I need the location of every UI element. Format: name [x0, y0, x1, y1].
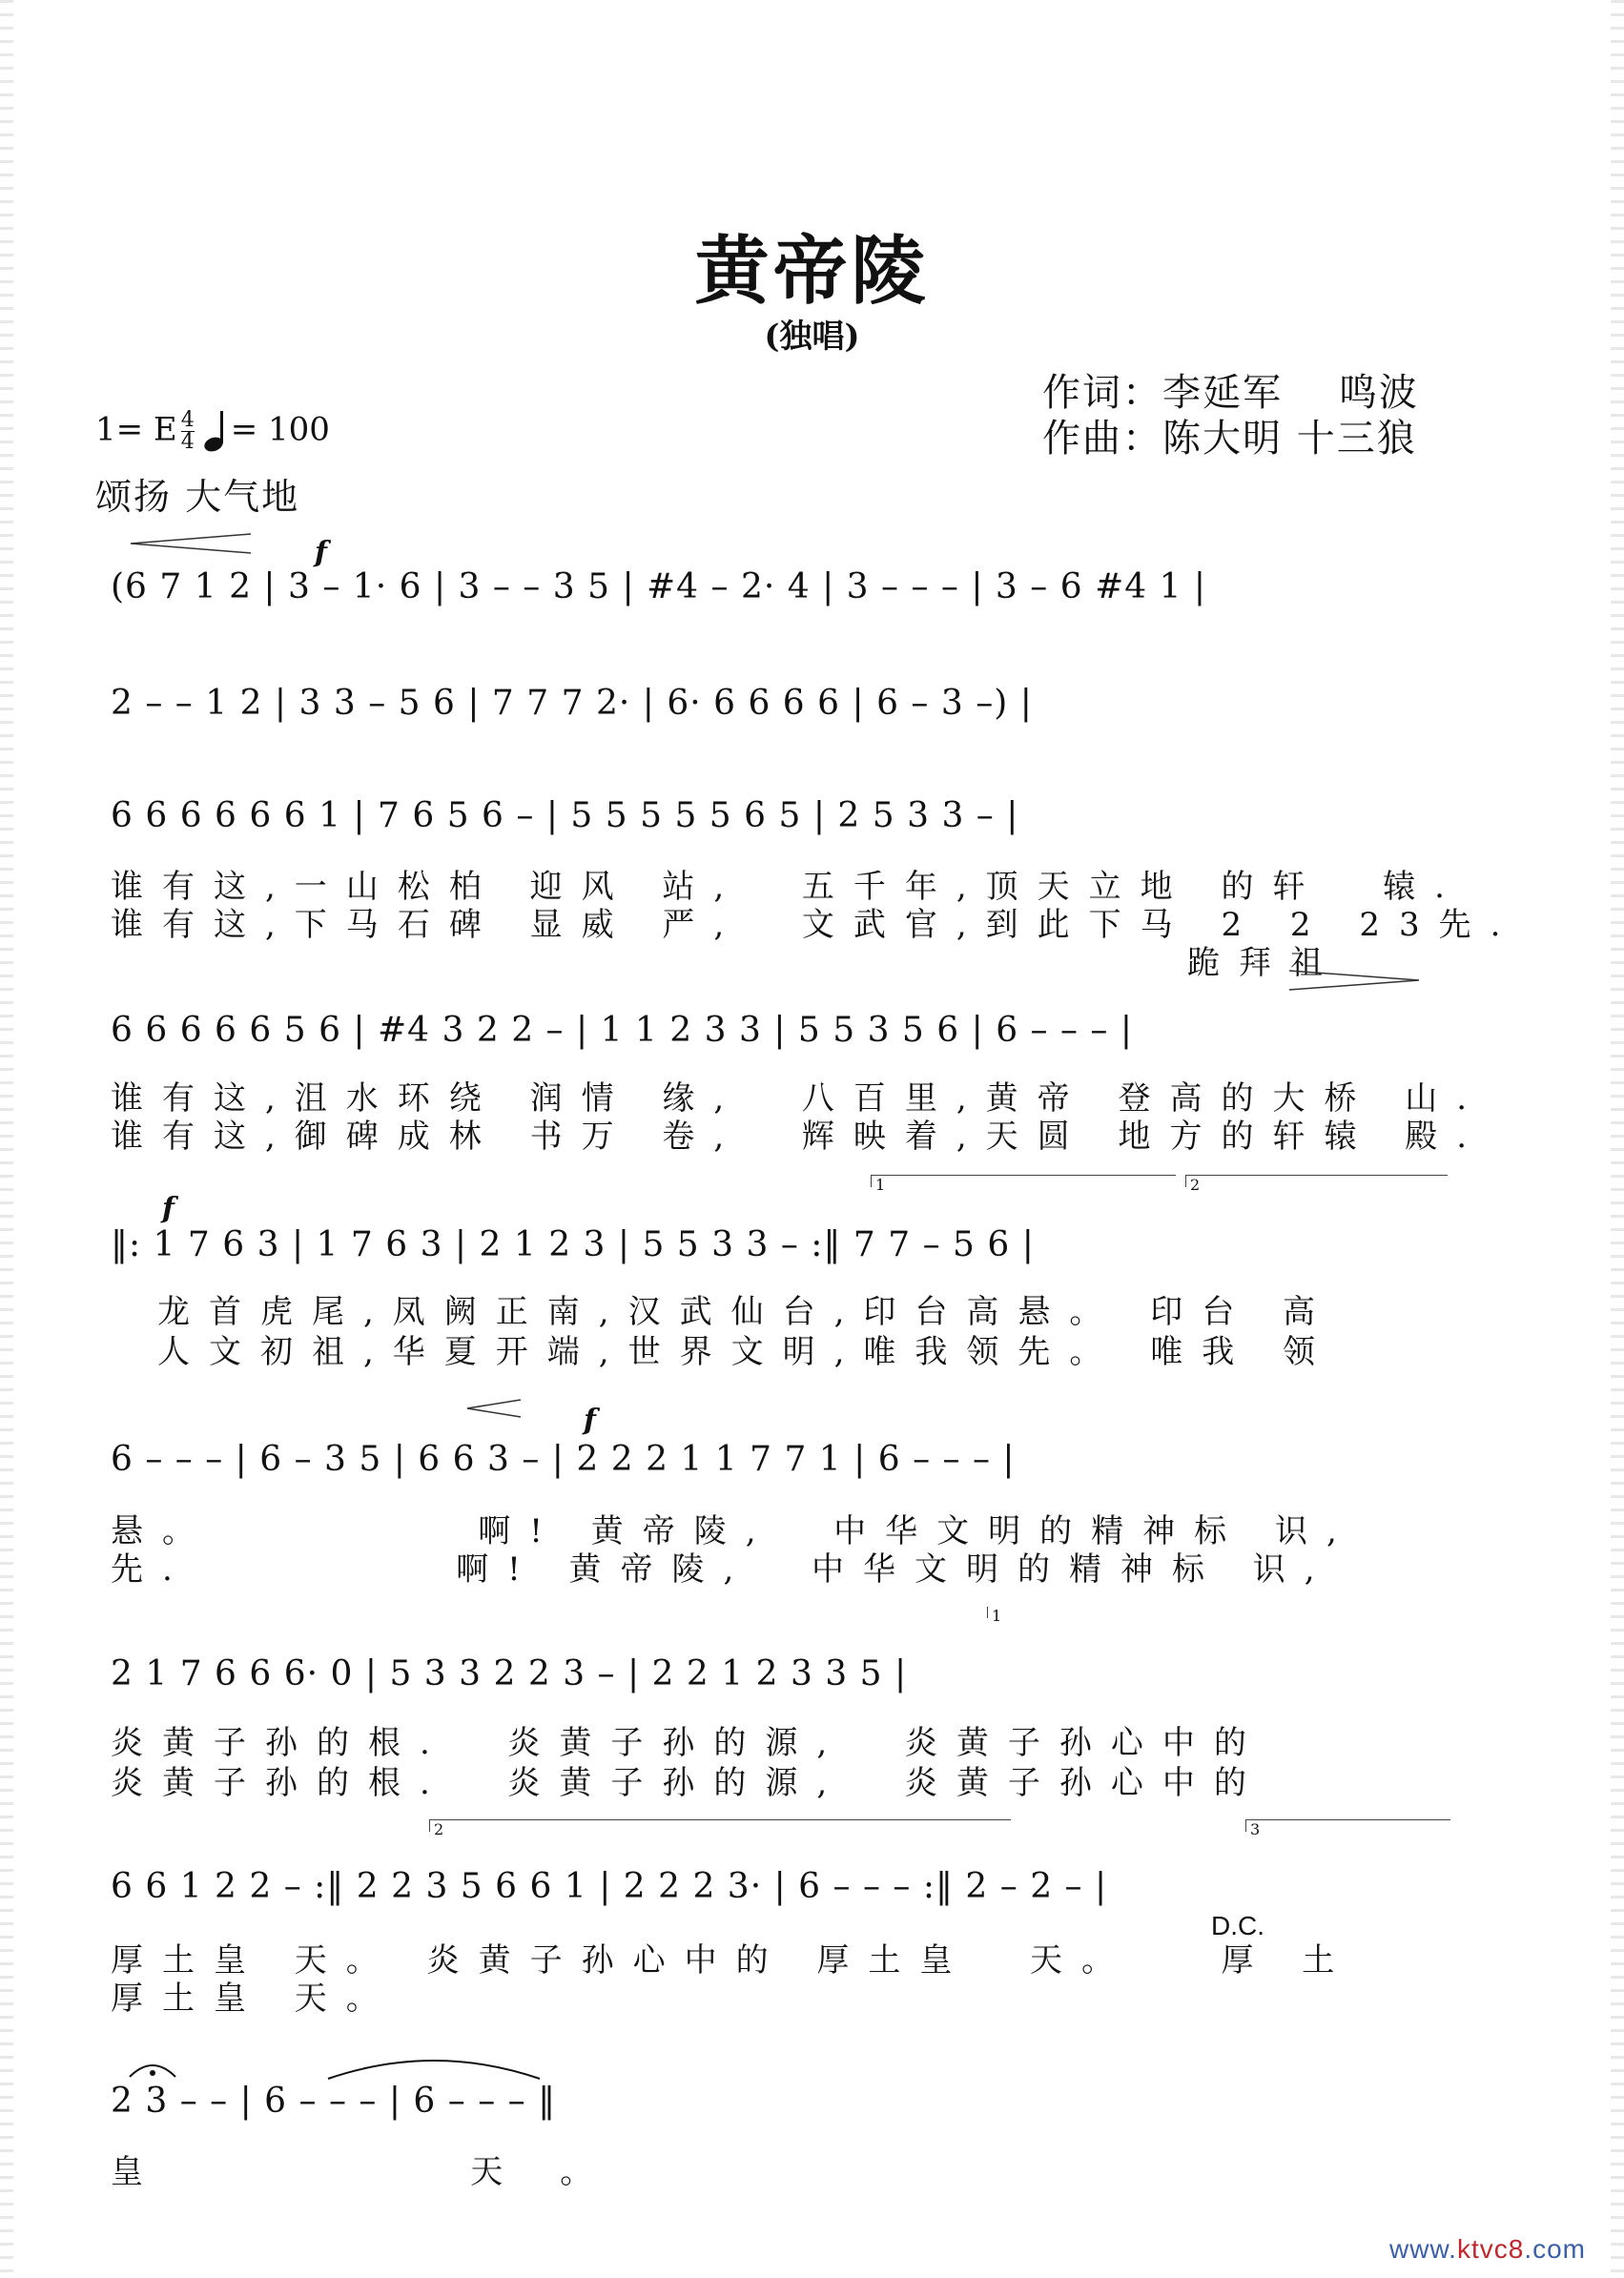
- lyrics-line-6-verse-2: 先. 啊! 黄帝陵, 中华文明的精神标 识,: [111, 1550, 1334, 1589]
- volta-2-bracket: 2: [1185, 1175, 1448, 1187]
- key-signature: 1= E: [95, 410, 177, 449]
- lyrics-line-4-verse-1: 谁有这,沮水环绕 润情 缘, 八百里,黄帝 登高的大桥 山.: [111, 1079, 1487, 1118]
- song-subtitle: (独唱): [764, 318, 860, 356]
- volta-1-bracket: 1: [871, 1175, 1176, 1187]
- da-capo-mark: D.C.: [1211, 1911, 1264, 1940]
- lyrics-line-8-verse-2: 厚土皇 天。: [111, 1980, 398, 2018]
- composer-credit: 作曲：陈大明 十三狼: [1042, 417, 1417, 461]
- forte-mark: f: [162, 1192, 175, 1225]
- key-tempo-line: [95, 410, 330, 453]
- tempo-value: = 100: [230, 410, 330, 449]
- lyrics-line-5-verse-2: 人文初祖,华夏开端,世界文明,唯我领先。 唯我 领: [157, 1333, 1335, 1371]
- volta-3-bracket: 3: [1245, 1819, 1450, 1832]
- tie-arc: [324, 2048, 544, 2083]
- expression-marking: 颂扬 大气地: [95, 476, 300, 518]
- score-line-4: 6 6 6 6 6 5 6 | #4 3 2 2 – | 1 1 2 3 3 | 5 5 3 5 6 | 6 – – – |: [111, 1011, 1134, 1050]
- lyricist-credit: 作词：李延军 鸣波: [1042, 371, 1419, 415]
- lyrics-line-9: 皇 天。: [111, 2153, 650, 2191]
- score-line-8: 6 6 1 2 2 – :‖ 2 2 3 5 6 6 1 | 2 2 2 3· | 6 – – – :‖ 2 – 2 – |: [111, 1867, 1108, 1906]
- crescendo-mark: [465, 1398, 523, 1419]
- score-line-7: 2 1 7 6 6 6· 0 | 5 3 3 2 2 3 – | 2 2 1 2 3 3 5 |: [111, 1654, 908, 1693]
- lyrics-line-7-verse-1: 炎黄子孙的根. 炎黄子孙的源, 炎黄子孙心中的: [111, 1724, 1265, 1762]
- lyrics-line-6-verse-1: 悬。 啊! 黄帝陵, 中华文明的精神标 识,: [111, 1512, 1356, 1550]
- lyrics-line-3-extra: 跪拜祖: [1187, 944, 1342, 982]
- quarter-note-icon: [204, 415, 225, 453]
- time-signature: $\frac{4}{4}$: [180, 408, 195, 454]
- lyrics-line-7-verse-2: 炎黄子孙的根. 炎黄子孙的源, 炎黄子孙心中的: [111, 1764, 1265, 1802]
- forte-mark: f: [584, 1404, 596, 1437]
- score-line-6: 6 – – – | 6 – 3 5 | 6 6 3 – | 2 2 2 1 1 7 7 1 | 6 – – – |: [111, 1440, 1016, 1479]
- lyrics-line-3-verse-1: 谁有这,一山松柏 迎风 站, 五千年,顶天立地 的轩 辕.: [111, 868, 1464, 906]
- lyrics-line-8-verse-1: 厚土皇 天。 炎黄子孙心中的 厚土皇 天。 厚 土: [111, 1941, 1354, 1980]
- crescendo-mark: [129, 532, 253, 555]
- fermata-icon: [124, 2052, 181, 2081]
- volta-2-bracket: 2: [429, 1819, 1011, 1832]
- score-line-9: 2 3 – – | 6 – – – | 6 – – – ‖: [111, 2082, 557, 2121]
- volta-1-bracket: 1: [987, 1607, 1011, 1618]
- song-title: 黄帝陵: [694, 228, 930, 315]
- score-line-1: (6 7 1 2 | 3 – 1· 6 | 3 – – 3 5 | #4 – 2· 4 | 3 – – – | 3 – 6 #4 1 |: [111, 567, 1207, 606]
- site-watermark: www.ktvc8.com: [1389, 2234, 1586, 2264]
- lyrics-line-3-verse-2: 谁有这,下马石碑 显威 严, 文武官,到此下马 2 2 23先.: [111, 906, 1520, 944]
- score-line-5: ‖: 1 7 6 3 | 1 7 6 3 | 2 1 2 3 | 5 5 3 3 – :‖ 7 7 – 5 6 |: [111, 1225, 1035, 1264]
- score-line-2: 2 – – 1 2 | 3 3 – 5 6 | 7 7 7 2· | 6· 6 6 6 6 | 6 – 3 –) |: [111, 684, 1033, 723]
- lyrics-line-5-verse-1: 龙首虎尾,凤阙正南,汉武仙台,印台高悬。 印台 高: [157, 1293, 1335, 1331]
- lyrics-line-4-verse-2: 谁有这,御碑成林 书万 卷, 辉映着,天圆 地方的轩辕 殿.: [111, 1118, 1487, 1156]
- forte-mark: f: [315, 536, 327, 569]
- score-line-3: 6 6 6 6 6 6 1 | 7 6 5 6 – | 5 5 5 5 5 6 5 | 2 5 3 3 – |: [111, 796, 1019, 835]
- decrescendo-mark: [1287, 969, 1421, 992]
